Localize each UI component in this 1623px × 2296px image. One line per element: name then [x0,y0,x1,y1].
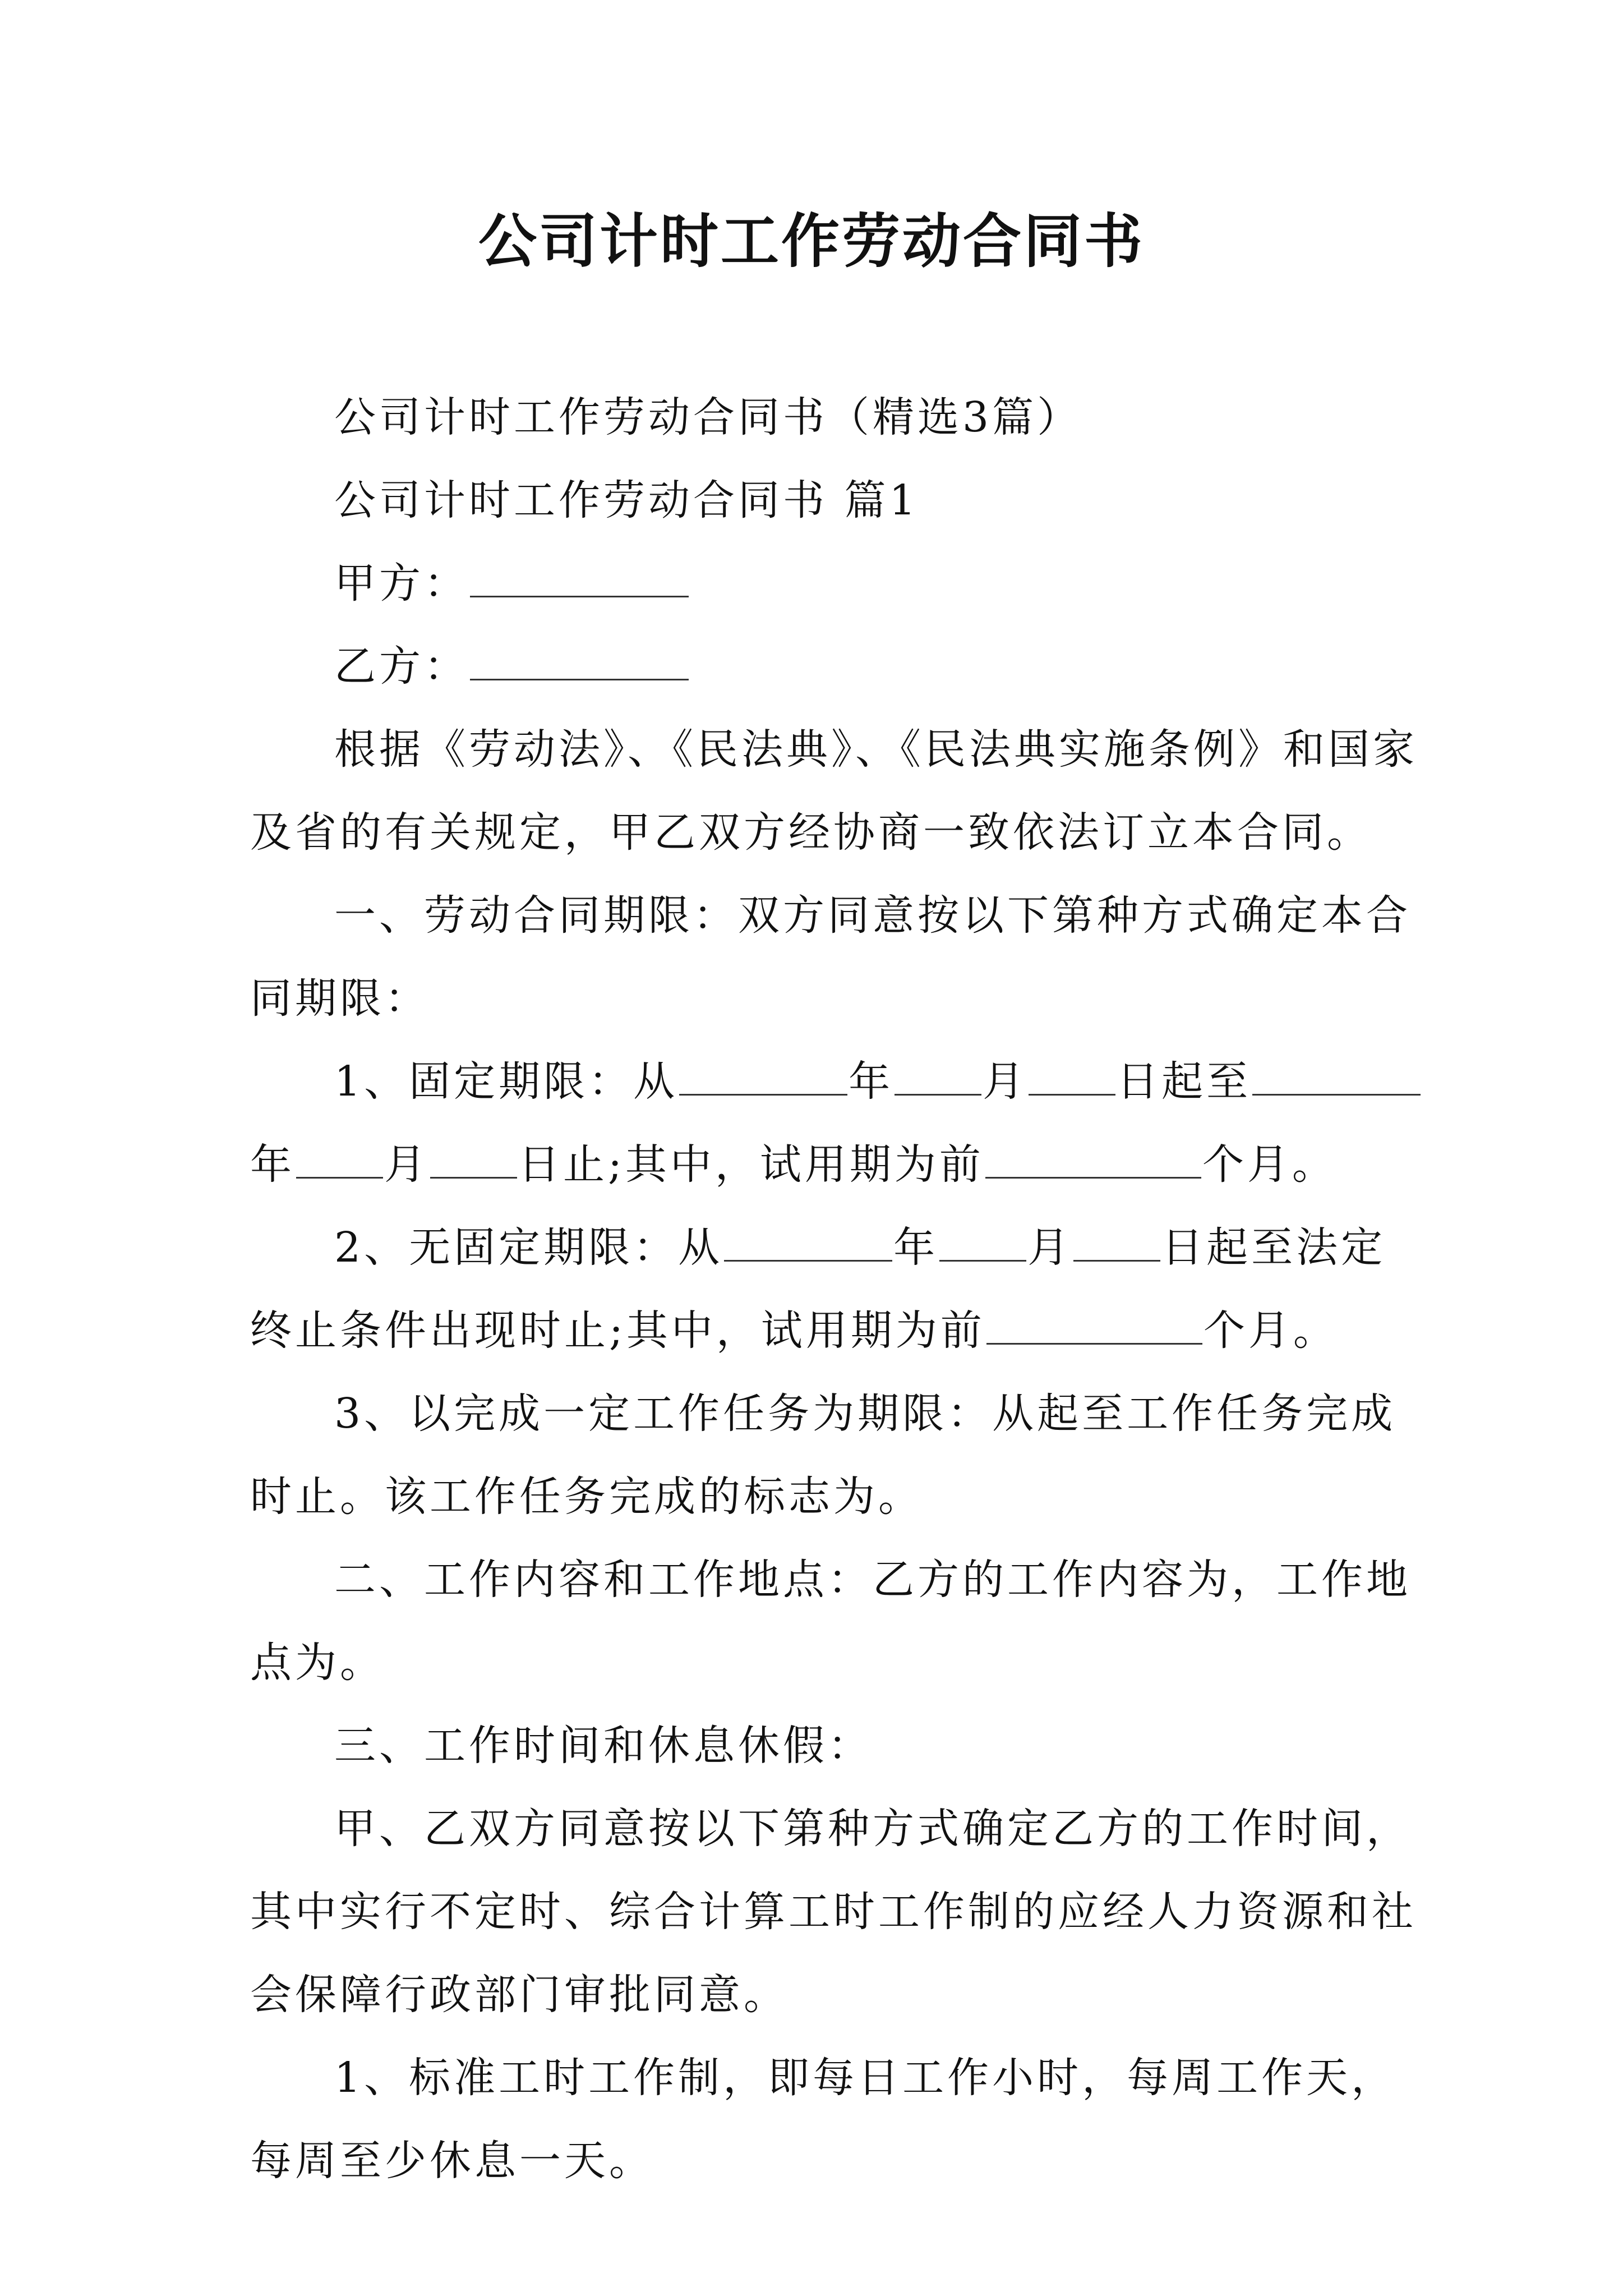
clause2-line-2: 点为。 [250,1639,385,1687]
fixed-end-year-blank [1252,1057,1421,1096]
subtitle: 公司计时工作劳动合同书（精选3篇） [334,393,1082,441]
fixed-probation-blank [985,1140,1201,1179]
open-start-year-blank [724,1223,892,1262]
party-b-line [250,625,1394,708]
fixed-start-month-blank [895,1057,981,1096]
open-start-day-blank [1073,1223,1160,1262]
fixed-day-until-label: 日止;其中，试用期为前 [518,1140,984,1189]
fixed-day-from-label: 日起至 [1117,1057,1252,1106]
open-month-label: 月 [1027,1223,1073,1272]
clause3-body-line-3: 会保障行政部门审批同意。 [250,1971,789,2019]
section-heading: 公司计时工作劳动合同书 篇1 [334,476,919,524]
fixed-year-label: 年 [849,1057,894,1106]
fixed-start-year-blank [679,1057,847,1096]
fixed-month-label: 月 [983,1057,1028,1106]
open-months-label: 个月。 [1203,1306,1338,1355]
open-term-line-2 [250,1289,1394,1372]
open-year-label: 年 [893,1223,939,1272]
party-a-label: 甲方： [334,559,469,608]
party-b-blank [470,642,689,680]
party-a-line [250,542,1394,625]
fixed-term-prefix: 1、固定期限：从 [334,1057,679,1106]
intro-line-2: 及省的有关规定，甲乙双方经协商一致依法订立本合同。 [250,808,1372,857]
open-probation-blank [986,1306,1202,1345]
document-title: 公司计时工作劳动合同书 [478,206,1145,275]
task-term-line-1: 3、以完成一定工作任务为期限：从起至工作任务完成 [334,1389,1396,1438]
open-term-line-1 [250,1206,1394,1289]
fixed-term-line-1 [250,1040,1394,1123]
fixed-end-year-label: 年 [250,1140,295,1189]
fixed-end-month-label: 月 [384,1140,429,1189]
party-b-label: 乙方： [334,642,469,691]
open-term-line2-prefix: 终止条件出现时止;其中，试用期为前 [250,1306,985,1355]
fixed-start-day-blank [1029,1057,1115,1096]
clause3-heading: 三、工作时间和休息休假： [334,1722,873,1770]
standard-hours-line-2: 每周至少休息一天。 [250,2137,654,2185]
clause2-line-1: 二、工作内容和工作地点：乙方的工作内容为，工作地 [334,1556,1411,1604]
intro-line-1: 根据《劳动法》、《民法典》、《民法典实施条例》和国家 [334,725,1418,774]
task-term-line-2: 时止。该工作任务完成的标志为。 [250,1473,923,1521]
fixed-end-day-blank [430,1140,517,1179]
clause3-body-line-2: 其中实行不定时、综合计算工时工作制的应经人力资源和社 [250,1888,1417,1936]
open-start-month-blank [939,1223,1026,1262]
open-term-prefix: 2、无固定期限：从 [334,1223,723,1272]
clause1-line-1: 一、劳动合同期限：双方同意按以下第种方式确定本合 [334,891,1411,940]
open-day-from-label: 日起至法定 [1161,1223,1386,1272]
fixed-end-month-blank [296,1140,383,1179]
fixed-months-label: 个月。 [1202,1140,1337,1189]
standard-hours-line-1: 1、标准工时工作制，即每日工作小时，每周工作天， [334,2054,1396,2102]
party-a-blank [470,559,689,597]
clause3-body-line-1: 甲、乙双方同意按以下第种方式确定乙方的工作时间， [334,1805,1411,1853]
fixed-term-line-2 [250,1123,1394,1206]
clause1-line-2: 同期限： [250,974,430,1023]
document-body [250,376,1418,2202]
